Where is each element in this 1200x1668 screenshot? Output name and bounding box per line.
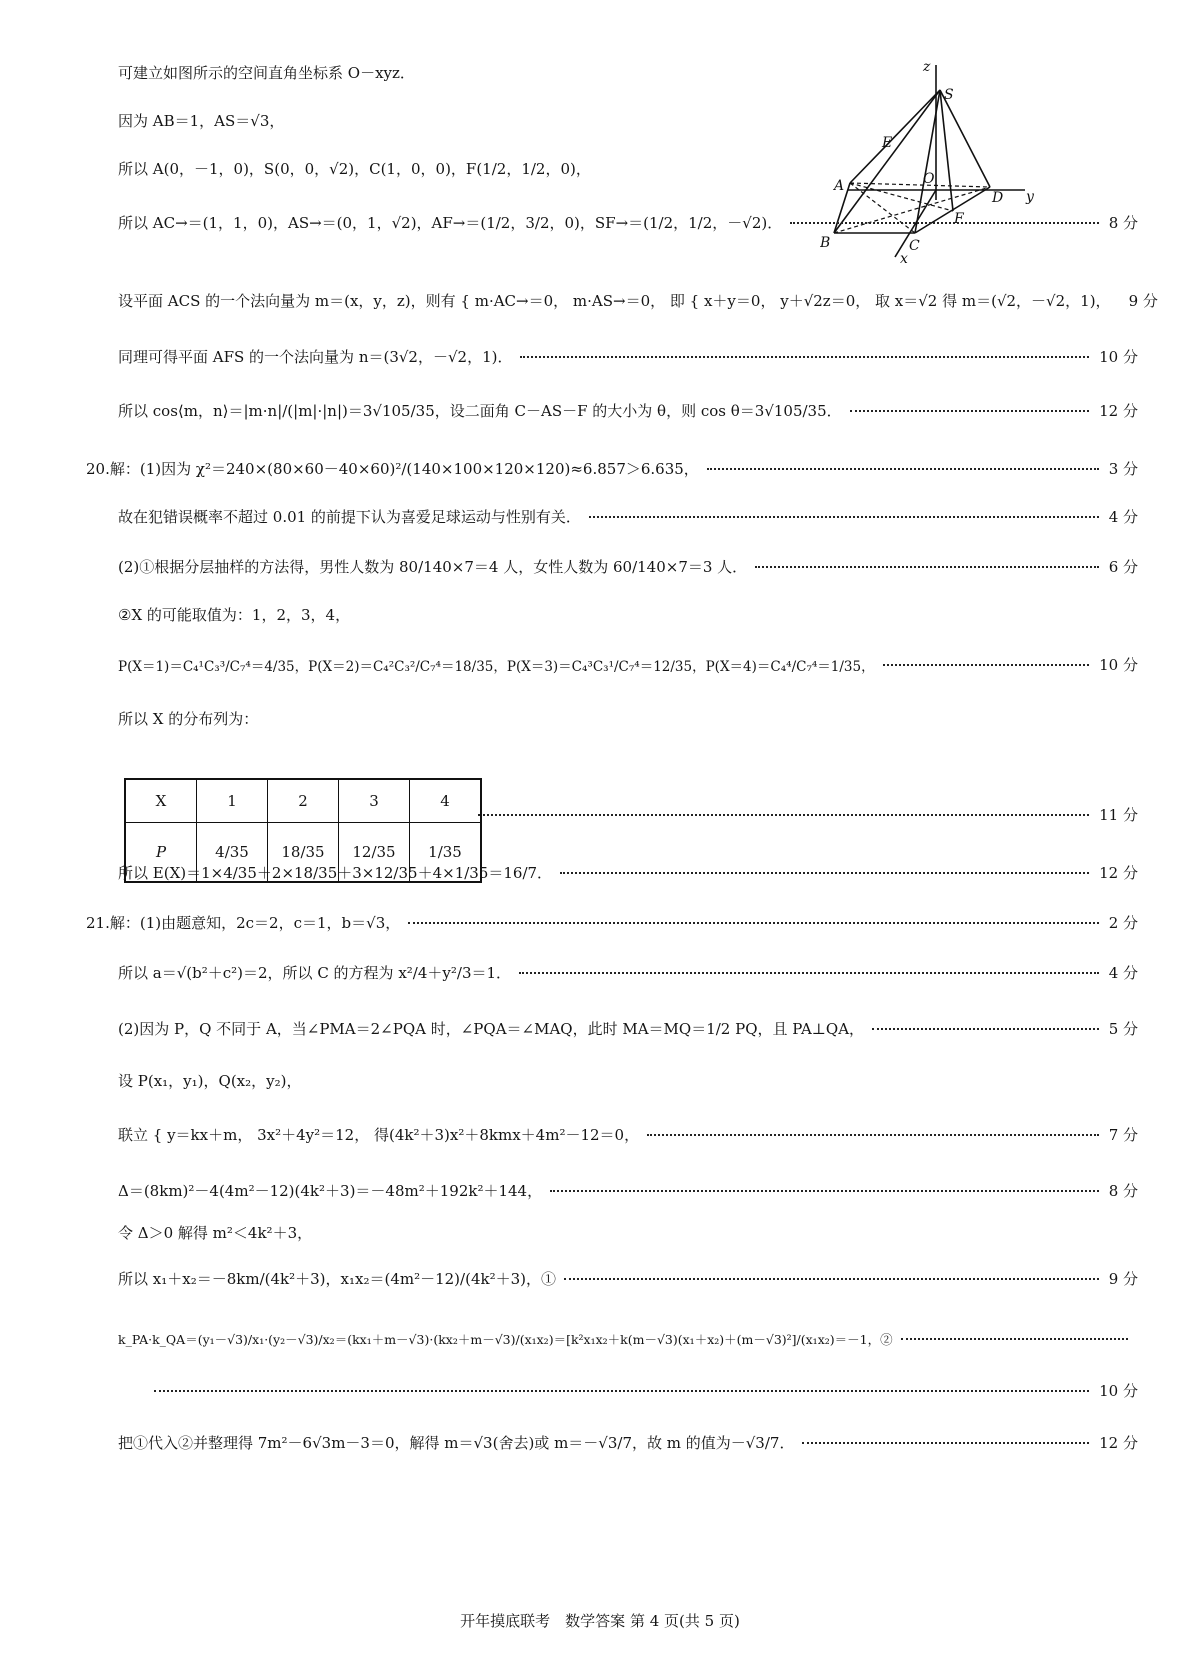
score-label: 9 分 [1128, 292, 1158, 310]
dotted-leader [647, 1134, 1099, 1136]
solution-line [118, 1018, 1138, 1039]
line-text: ②X 的可能取值为：1，2，3，4， [118, 606, 351, 624]
score-label: 11 分 [1099, 806, 1138, 824]
figure-label: D [992, 190, 1004, 206]
figure-label: z [923, 59, 931, 75]
line-text: 20.解：(1)因为 χ²＝240×(80×60－40×60)²/(140×100×120×120)≈6.857＞6.635， [86, 460, 699, 478]
solution-line [118, 556, 1138, 577]
score-label: 12 分 [1099, 1434, 1138, 1452]
score-label: 5 分 [1108, 1020, 1138, 1038]
line-text: (2)因为 P，Q 不同于 A，当∠PMA＝2∠PQA 时，∠PQA＝∠MAQ，此时 MA＝MQ＝1/2 PQ，且 PA⊥QA， [118, 1020, 865, 1038]
table-cell: 1/35 [410, 823, 482, 883]
solution-line [118, 1432, 1138, 1453]
line-text: 联立 { y＝kx＋m， 3x²＋4y²＝12， 得(4k²＋3)x²＋8kmx＋4m²－12＝0， [118, 1126, 640, 1144]
table-cell: 3 [339, 779, 410, 823]
solution-line [118, 400, 1138, 421]
score-label: 10 分 [1099, 1382, 1138, 1400]
solution-line [118, 290, 1158, 311]
figure-label: E [882, 135, 893, 151]
figure-label: O [923, 171, 935, 187]
figure-label: A [834, 178, 845, 194]
dotted-leader [790, 222, 1098, 224]
solution-line [118, 1222, 312, 1243]
score-label: 10 分 [1099, 348, 1138, 366]
table-cell: 18/35 [268, 823, 339, 883]
line-text: 同理可得平面 AFS 的一个法向量为 n＝(3√2，－√2，1)． [118, 348, 513, 366]
dotted-leader [883, 664, 1090, 666]
solution-line [118, 212, 1138, 233]
solution-line [118, 604, 350, 625]
line-text: 把①代入②并整理得 7m²－6√3m－3＝0，解得 m＝√3(舍去)或 m＝－√3/7，故 m 的值为－√3/7． [118, 1434, 795, 1452]
solution-line [118, 506, 1138, 527]
line-text: 21.解：(1)由题意知，2c＝2，c＝1，b＝√3， [86, 914, 401, 932]
dotted-leader [519, 972, 1099, 974]
line-text: (2)①根据分层抽样的方法得，男性人数为 80/140×7＝4 人，女性人数为 60/140×7＝3 人． [118, 558, 748, 576]
dotted-leader [550, 1190, 1099, 1192]
dotted-leader [478, 814, 1089, 816]
dotted-leader [520, 356, 1089, 358]
line-text: 故在犯错误概率不超过 0.01 的前提下认为喜爱足球运动与性别有关． [118, 508, 581, 526]
table-cell: 4 [410, 779, 482, 823]
solution-line [118, 1124, 1138, 1145]
table-cell: 4/35 [197, 823, 268, 883]
score-label: 7 分 [1108, 1126, 1138, 1144]
line-text: 令 Δ＞0 解得 m²＜4k²＋3， [118, 1224, 313, 1242]
dotted-leader [707, 468, 1099, 470]
line-text: 设平面 ACS 的一个法向量为 m＝(x，y，z)，则有 { m·AC→＝0， m·AS→＝0， 即 { x＋y＝0， y＋√2z＝0， 取 x＝√2 得 m＝(√2，－√2，1)， [118, 292, 1111, 310]
figure-label: S [944, 87, 954, 103]
score-label: 4 分 [1108, 964, 1138, 982]
solution-line [118, 1180, 1138, 1201]
solution-line [118, 158, 591, 179]
line-text: 所以 A(0，－1，0)，S(0，0，√2)，C(1，0，0)，F(1/2，1/2，0)， [118, 160, 591, 178]
table-cell: X [125, 779, 197, 823]
score-label: 6 分 [1108, 558, 1138, 576]
score-label: 8 分 [1108, 1182, 1138, 1200]
dotted-leader [901, 1338, 1128, 1340]
score-label: 12 分 [1099, 402, 1138, 420]
table-cell: P [125, 823, 197, 883]
solution-line [118, 654, 1138, 675]
line-text: 所以 x₁＋x₂＝－8km/(4k²＋3)，x₁x₂＝(4m²－12)/(4k²＋3)，① [118, 1270, 556, 1288]
solution-line [118, 1330, 1138, 1348]
dotted-leader [564, 1278, 1099, 1280]
solution-line [118, 1268, 1138, 1289]
figure-label: F [954, 211, 964, 227]
score-label: 9 分 [1108, 1270, 1138, 1288]
line-text: 所以 a＝√(b²＋c²)＝2，所以 C 的方程为 x²/4＋y²/3＝1． [118, 964, 512, 982]
solution-line [118, 962, 1138, 983]
dotted-leader [589, 516, 1099, 518]
line-text: 因为 AB＝1，AS＝√3， [118, 112, 285, 130]
dotted-leader [872, 1028, 1099, 1030]
dotted-leader [560, 872, 1089, 874]
line-text: P(X＝1)＝C₄¹C₃³/C₇⁴＝4/35，P(X＝2)＝C₄²C₃²/C₇⁴＝18/35，P(X＝3)＝C₄³C₃¹/C₇⁴＝12/35，P(X＝4)＝C₄⁴/C₇⁴＝1/35， [118, 658, 875, 675]
solution-line [118, 346, 1138, 367]
table-cell: 2 [268, 779, 339, 823]
solution-line [86, 458, 1138, 479]
dotted-leader [802, 1442, 1089, 1444]
figure-label: y [1026, 189, 1034, 205]
line-text: 所以 E(X)＝1×4/35＋2×18/35＋3×12/35＋4×1/35＝16/7． [118, 864, 553, 882]
table-score-line [470, 804, 1138, 825]
solution-line [146, 1380, 1138, 1401]
line-text: 所以 AC→＝(1，1，0)，AS→＝(0，1，√2)，AF→＝(1/2，3/2，0)，SF→＝(1/2，1/2，－√2)． [118, 214, 783, 232]
table-cell: 12/35 [339, 823, 410, 883]
score-label: 10 分 [1099, 656, 1138, 674]
figure-label: x [900, 251, 908, 267]
dotted-leader [408, 922, 1098, 924]
figure-label: B [820, 235, 831, 251]
solution-line [118, 62, 415, 83]
score-label: 3 分 [1108, 460, 1138, 478]
score-label: 2 分 [1108, 914, 1138, 932]
pyramid-figure [820, 55, 1060, 270]
table-row [125, 779, 481, 823]
figure-label: C [909, 238, 920, 254]
solution-line [118, 110, 284, 131]
line-text: 所以 cos⟨m，n⟩＝|m·n|/(|m|·|n|)＝3√105/35，设二面角 C－AS－F 的大小为 θ，则 cos θ＝3√105/35． [118, 402, 842, 420]
dotted-leader [755, 566, 1099, 568]
score-label: 8 分 [1108, 214, 1138, 232]
solution-line [118, 862, 1138, 883]
line-text: 所以 X 的分布列为： [118, 710, 259, 728]
solution-line [118, 1070, 302, 1091]
line-text: 设 P(x₁，y₁)，Q(x₂，y₂)， [118, 1072, 302, 1090]
solution-line [118, 708, 258, 729]
dotted-leader [154, 1390, 1089, 1392]
score-label: 12 分 [1099, 864, 1138, 882]
solution-line [86, 912, 1138, 933]
line-text: k_PA·k_QA＝(y₁－√3)/x₁·(y₂－√3)/x₂＝(kx₁＋m－√3)·(kx₂＋m－√3)/(x₁x₂)＝[k²x₁x₂＋k(m－√3)(x₁＋x₂)＋(m－√3)²]/(x₁x₂)＝－1，② [118, 1332, 893, 1347]
table-cell: 1 [197, 779, 268, 823]
score-label: 4 分 [1108, 508, 1138, 526]
line-text: Δ＝(8km)²－4(4m²－12)(4k²＋3)＝－48m²＋192k²＋144， [118, 1182, 543, 1200]
dotted-leader [850, 410, 1089, 412]
page-footer: 开年摸底联考 数学答案 第 4 页(共 5 页) [460, 1612, 740, 1630]
line-text: 可建立如图所示的空间直角坐标系 O－xyz． [118, 64, 415, 82]
